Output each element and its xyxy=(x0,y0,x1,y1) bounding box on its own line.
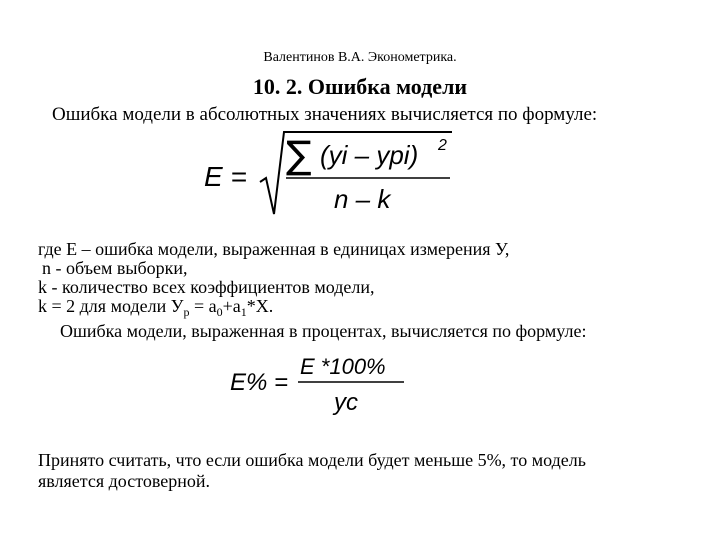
times-x: *X. xyxy=(246,296,274,316)
formula1-numerator: (yi – ypi) xyxy=(320,140,419,170)
formula2-numerator: E *100% xyxy=(300,354,386,379)
formula1-denominator: n – k xyxy=(334,184,391,214)
sub-0: 0 xyxy=(216,305,223,319)
definition-k: k - количество всех коэффициентов модели, xyxy=(38,277,375,297)
formula1-sum: ∑ xyxy=(286,133,312,177)
formula2-lhs: E% = xyxy=(230,369,289,396)
sub-1: 1 xyxy=(240,305,247,319)
intro-text: Ошибка модели в абсолютных значениях вычисляется по формуле: xyxy=(52,104,598,125)
definition-n: n - объем выборки, xyxy=(42,258,188,278)
percent-error-intro: Ошибка модели, выраженная в процентах, вычисляется по формуле: xyxy=(60,321,587,341)
formula1-power: 2 xyxy=(438,137,447,154)
conclusion-line-1: Принято считать, что если ошибка модели будет меньше 5%, то модель xyxy=(38,450,586,470)
k-value-text: k = 2 для модели У xyxy=(38,296,184,316)
conclusion-text xyxy=(38,450,586,492)
slide-title: 10. 2. Ошибка модели xyxy=(252,74,468,99)
conclusion-line-2: является достоверной. xyxy=(38,471,211,491)
sub-p: p xyxy=(183,305,190,319)
definition-e: где E – ошибка модели, выраженная в единицах измерения У, xyxy=(38,239,510,259)
definitions-block xyxy=(38,240,586,341)
slide-header: Валентинов В.А. Эконометрика. xyxy=(263,50,457,65)
eq-a: = a xyxy=(189,296,217,316)
definition-k-value xyxy=(38,297,586,322)
percent-error-formula xyxy=(228,348,428,420)
formula2-denominator: yc xyxy=(334,389,358,416)
plus-a: +a xyxy=(222,296,241,316)
formula1-lhs: E = xyxy=(204,161,247,192)
absolute-error-formula xyxy=(200,128,460,228)
